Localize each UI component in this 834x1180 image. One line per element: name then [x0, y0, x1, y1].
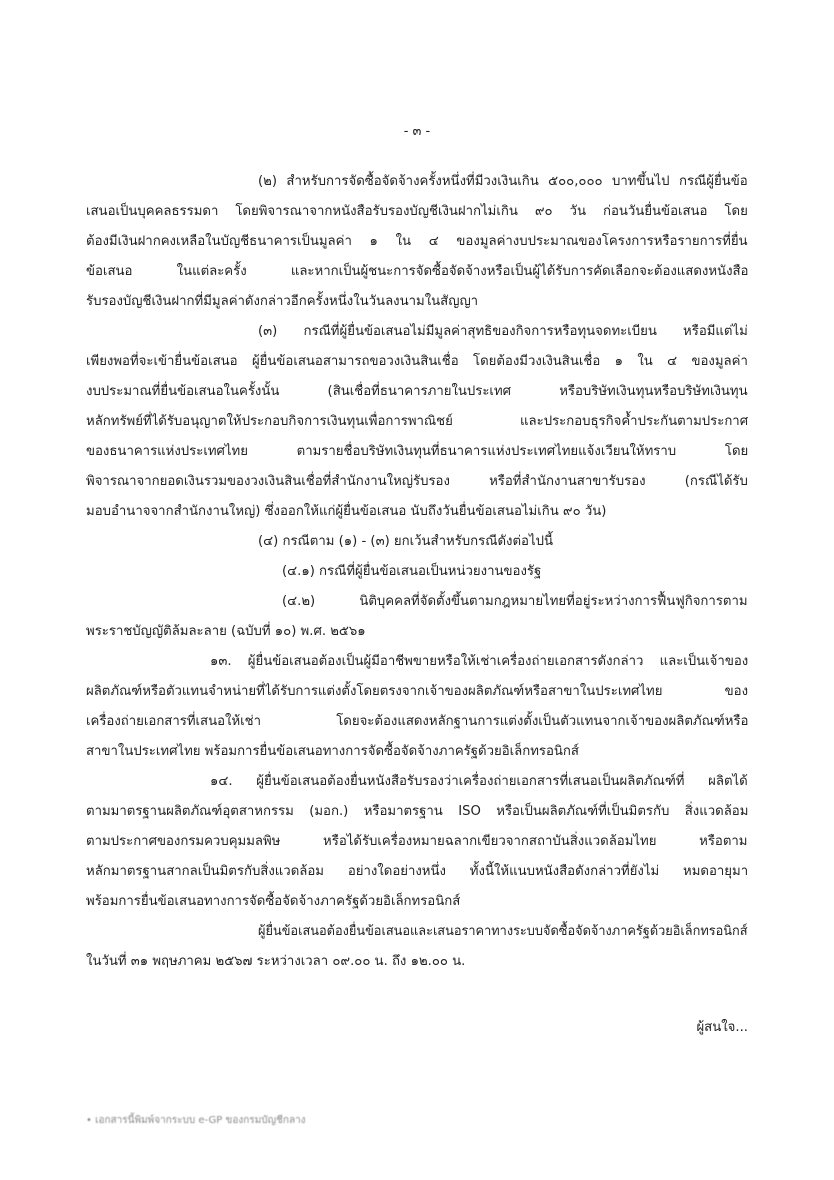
text-line: (๓) กรณีที่ผู้ยื่นข้อเสนอไม่มีมูลค่าสุทธิของกิจการหรือทุนจดทะเบียน หรือมีแต่ไม่ — [258, 324, 748, 339]
text-line: งบประมาณที่ยื่นข้อเสนอในครั้งนั้น (สินเชื่อที่ธนาคารภายในประเทศ หรือบริษัทเงินทุนหรือบริษัทเงินทุน — [86, 384, 748, 399]
text-line: (๔.๑) กรณีที่ผู้ยื่นข้อเสนอเป็นหน่วยงานของรัฐ — [282, 564, 542, 579]
footer-note: • เอกสารนี้พิมพ์จากระบบ e-GP ของกรมบัญชีกลาง — [86, 1115, 306, 1126]
text-line: สาขาในประเทศไทย พร้อมการยื่นข้อเสนอทางการจัดซื้อจัดจ้างภาครัฐด้วยอิเล็กทรอนิกส์ — [86, 744, 579, 759]
continuation-text: ผู้สนใจ... — [696, 1020, 748, 1035]
page-number: - ๓ - — [403, 124, 431, 139]
text-line: ต้องมีเงินฝากคงเหลือในบัญชีธนาคารเป็นมูลค่า ๑ ใน ๔ ของมูลค่างบประมาณของโครงการหรือรายการที่ยื่น — [86, 234, 748, 249]
text-line: เพียงพอที่จะเข้ายื่นข้อเสนอ ผู้ยื่นข้อเสนอสามารถขอวงเงินสินเชื่อ โดยต้องมีวงเงินสินเชื่อ ๑ ใน ๔ ของมูลค่า — [86, 354, 748, 369]
text-line: ๑๓. ผู้ยื่นข้อเสนอต้องเป็นผู้มีอาชีพขายหรือให้เช่าเครื่องถ่ายเอกสารดังกล่าว และเป็นเจ้าของ — [210, 654, 749, 669]
text-line: ของธนาคารแห่งประเทศไทย ตามรายชื่อบริษัทเงินทุนที่ธนาคารแห่งประเทศไทยแจ้งเวียนให้ทราบ โดย — [86, 444, 749, 459]
text-line: ผู้ยื่นข้อเสนอต้องยื่นข้อเสนอและเสนอราคาทางระบบจัดซื้อจัดจ้างภาครัฐด้วยอิเล็กทรอนิกส์ — [258, 924, 748, 939]
text-line: (๔) กรณีตาม (๑) - (๓) ยกเว้นสำหรับกรณีดังต่อไปนี้ — [258, 534, 553, 549]
text-line: หลักมาตรฐานสากลเป็นมิตรกับสิ่งแวดล้อม อย่างใดอย่างหนึ่ง ทั้งนี้ให้แนบหนังสือดังกล่าวที่ยังไม่ หมดอายุมา — [86, 864, 749, 879]
text-line: ในวันที่ ๓๑ พฤษภาคม ๒๕๖๗ ระหว่างเวลา ๐๙.๐๐ น. ถึง ๑๒.๐๐ น. — [86, 954, 466, 969]
text-line: หลักทรัพย์ที่ได้รับอนุญาตให้ประกอบกิจการเงินทุนเพื่อการพาณิชย์ และประกอบธุรกิจค้ำประกันตามประกาศ — [86, 414, 749, 429]
text-line: ผลิตภัณฑ์หรือตัวแทนจำหน่ายที่ได้รับการแต่งตั้งโดยตรงจากเจ้าของผลิตภัณฑ์หรือสาขาในประเทศไทย ของ — [86, 684, 749, 699]
text-line: พร้อมการยื่นข้อเสนอทางการจัดซื้อจัดจ้างภาครัฐด้วยอิเล็กทรอนิกส์ — [86, 894, 461, 909]
text-line: ตามมาตรฐานผลิตภัณฑ์อุตสาหกรรม (มอก.) หรือมาตรฐาน ISO หรือเป็นผลิตภัณฑ์ที่เป็นมิตรกับ สิ่งแวดล้อม — [86, 804, 749, 819]
text-line: รับรองบัญชีเงินฝากที่มีมูลค่าดังกล่าวอีกครั้งหนึ่งในวันลงนามในสัญญา — [86, 294, 479, 309]
text-line: เสนอเป็นบุคคลธรรมดา โดยพิจารณาจากหนังสือรับรองบัญชีเงินฝากไม่เกิน ๙๐ วัน ก่อนวันยื่นข้อเสนอ โดย — [86, 204, 748, 219]
text-line: พิจารณาจากยอดเงินรวมของวงเงินสินเชื่อที่สำนักงานใหญ่รับรอง หรือที่สำนักงานสาขารับรอง (กรณีได้รับ — [86, 474, 748, 489]
text-line: ข้อเสนอ ในแต่ละครั้ง และหากเป็นผู้ชนะการจัดซื้อจัดจ้างหรือเป็นผู้ได้รับการคัดเลือกจะต้องแสดงหนังสือ — [86, 264, 749, 279]
text-line: ตามประกาศของกรมควบคุมมลพิษ หรือได้รับเครื่องหมายฉลากเขียวจากสถาบันสิ่งแวดล้อมไทย หรือตาม — [86, 834, 748, 849]
text-line: (๒) สำหรับการจัดซื้อจัดจ้างครั้งหนึ่งที่มีวงเงินเกิน ๕๐๐,๐๐๐ บาทขึ้นไป กรณีผู้ยื่นข้อ — [258, 174, 748, 189]
text-line: พระราชบัญญัติล้มละลาย (ฉบับที่ ๑๐) พ.ศ. ๒๕๖๑ — [86, 624, 366, 639]
text-line: ๑๔. ผู้ยื่นข้อเสนอต้องยื่นหนังสือรับรองว่าเครื่องถ่ายเอกสารที่เสนอเป็นผลิตภัณฑ์ที่ ผลิตได้ — [210, 774, 748, 789]
text-line: มอบอำนาจจากสำนักงานใหญ่) ซึ่งออกให้แก่ผู้ยื่นข้อเสนอ นับถึงวันยื่นข้อเสนอไม่เกิน ๙๐ วัน) — [86, 504, 607, 519]
text-line: เครื่องถ่ายเอกสารที่เสนอให้เช่า โดยจะต้องแสดงหลักฐานการแต่งตั้งเป็นตัวแทนจากเจ้าของผลิตภัณฑ์หรือ — [86, 714, 749, 729]
text-line: (๔.๒) นิติบุคคลที่จัดตั้งขึ้นตามกฎหมายไทยที่อยู่ระหว่างการฟื้นฟูกิจการตาม — [282, 594, 748, 609]
